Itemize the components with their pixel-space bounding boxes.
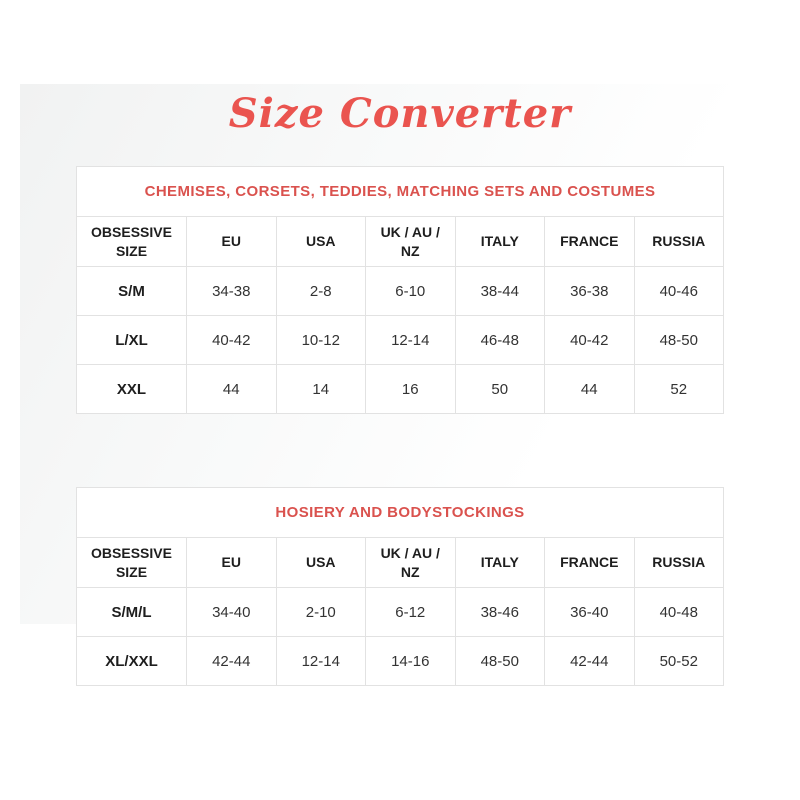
column-header-usa: USA (276, 538, 366, 588)
size-cell: 48-50 (455, 637, 545, 686)
table-header-row (77, 217, 724, 267)
size-table-hosiery (76, 487, 724, 686)
size-cell: 38-46 (455, 588, 545, 637)
size-cell: 42-44 (545, 637, 635, 686)
size-table-chemises (76, 166, 724, 414)
size-cell: 40-42 (545, 316, 635, 365)
size-cell: 36-40 (545, 588, 635, 637)
size-cell: 16 (366, 365, 456, 414)
table-row (77, 637, 724, 686)
column-header-france: FRANCE (545, 217, 635, 267)
row-size-label: L/XL (77, 316, 187, 365)
size-cell: 6-10 (366, 267, 456, 316)
row-size-label: XL/XXL (77, 637, 187, 686)
size-cell: 50 (455, 365, 545, 414)
column-header-russia: RUSSIA (634, 538, 724, 588)
size-cell: 34-38 (187, 267, 277, 316)
table-header-row (77, 538, 724, 588)
column-header-italy: ITALY (455, 538, 545, 588)
size-cell: 44 (187, 365, 277, 414)
column-header-obsessive-size: OBSESSIVE SIZE (77, 217, 187, 267)
size-cell: 12-14 (366, 316, 456, 365)
size-cell: 38-44 (455, 267, 545, 316)
size-cell: 48-50 (634, 316, 724, 365)
table-row (77, 365, 724, 414)
size-cell: 6-12 (366, 588, 456, 637)
size-cell: 36-38 (545, 267, 635, 316)
table-row (77, 316, 724, 365)
table-caption: CHEMISES, CORSETS, TEDDIES, MATCHING SETS AND COSTUMES (77, 167, 724, 217)
column-header-eu: EU (187, 217, 277, 267)
size-cell: 42-44 (187, 637, 277, 686)
column-header-russia: RUSSIA (634, 217, 724, 267)
page-title: Size Converter (228, 90, 572, 137)
row-size-label: S/M/L (77, 588, 187, 637)
row-size-label: S/M (77, 267, 187, 316)
size-cell: 2-10 (276, 588, 366, 637)
size-cell: 44 (545, 365, 635, 414)
size-cell: 46-48 (455, 316, 545, 365)
column-header-france: FRANCE (545, 538, 635, 588)
table-caption: HOSIERY AND BODYSTOCKINGS (77, 488, 724, 538)
column-header-uk-au-nz: UK / AU / NZ (366, 217, 456, 267)
chemises-table-section (76, 166, 724, 414)
size-cell: 40-42 (187, 316, 277, 365)
table-caption-row (77, 488, 724, 538)
size-cell: 14 (276, 365, 366, 414)
column-header-usa: USA (276, 217, 366, 267)
column-header-obsessive-size: OBSESSIVE SIZE (77, 538, 187, 588)
size-cell: 12-14 (276, 637, 366, 686)
size-cell: 50-52 (634, 637, 724, 686)
size-cell: 34-40 (187, 588, 277, 637)
column-header-uk-au-nz: UK / AU / NZ (366, 538, 456, 588)
size-cell: 40-48 (634, 588, 724, 637)
column-header-italy: ITALY (455, 217, 545, 267)
size-cell: 10-12 (276, 316, 366, 365)
table-row (77, 267, 724, 316)
table-row (77, 588, 724, 637)
size-cell: 14-16 (366, 637, 456, 686)
size-cell: 40-46 (634, 267, 724, 316)
hosiery-table-section (76, 487, 724, 686)
row-size-label: XXL (77, 365, 187, 414)
column-header-eu: EU (187, 538, 277, 588)
size-cell: 52 (634, 365, 724, 414)
table-caption-row (77, 167, 724, 217)
size-cell: 2-8 (276, 267, 366, 316)
